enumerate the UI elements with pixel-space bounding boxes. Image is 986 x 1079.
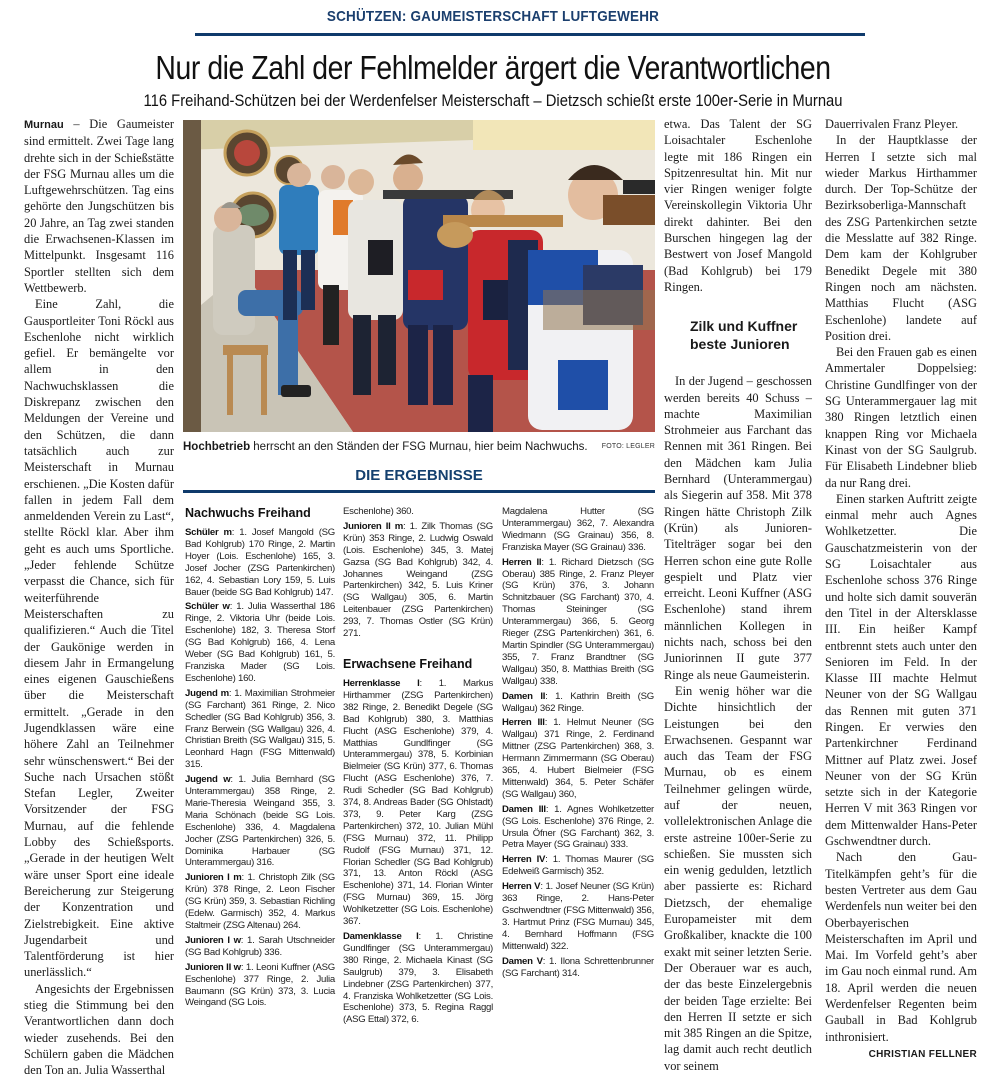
- article-paragraph: In der Hauptklasse der Herren I setzte sich mal wieder Markus Hirthammer durch. Der Top-Schütze der Bezirksoberliga-Mannschaft des ZSG Partenkirchen setzte die Messlatte auf 382 Ringe. Dem kam der Kohlgruber Benedikt Degele mit 380 Ringen noch am nächsten. Matthias Flucht (ASG Eschenlohe) landete auf Position drei.: [825, 133, 977, 343]
- results-column-3: [502, 506, 654, 982]
- result-entry: Schüler m: 1. Josef Mangold (SG Bad Kohlgrub) 170 Ringe, 2. Martin Hoyer (Lois. Eschenlohe) 165, 3. Josef Jocher (ZSG Partenkirchen) 162, 4. Sebastian Lory 159, 5. Luis Bauer (beide SG Bad Kohlgrub) 147.: [185, 527, 336, 598]
- headline: Nur die Zahl der Fehlmelder ärgert die Verantwortlichen: [155, 49, 831, 86]
- article-paragraph: Murnau – Die Gaumeister sind ermittelt. Zwei Tage lang drehte sich in der Schießstätte der FSG Murnau alles um die Luftgewehrschützen. Tag eins gehörte den Jungschützen bis 20 Jahre, an Tag zwei standen die Erwachsenen-Klassen im Mittelpunkt. Insgesamt 116 Sportler stellten sich dem Wettbewerb.: [24, 117, 174, 295]
- result-entry-continued: Eschenlohe) 360.: [343, 506, 414, 517]
- result-entry: Herrenklasse I: 1. Markus Hirthammer (ZSG Partenkirchen) 382 Ringe, 2. Benedikt Degele (SG Bad Kohlgrub) 380, 3. Matthias Flucht (ASG Eschenlohe) 379, 4. Matthias Gundlfinger (SG Unterammergau) 378, 5. Korbinian Bielmeier (SG Krün) 377, 6. Thomas Flucht (ASG Eschenlohe) 376, 7. Rudi Schedler (SG Bad Kohlgrub) 374, 8. Andreas Bader (SG Ohlstadt) 373, 9. Peter Karg (ZSG Partenkirchen) 372, 10. Julian Mühl (FSG Murnau) 372, 11. Philipp Rudolf (FSG Murnau) 371, 12. Florian Schedler (SG Bad Kohlgrub) 371, 13. Anton Röckl (ASG Eschenlohe) 371, 14. Florian Winter (FSG Murnau) 369, 15. Jörg Wohlketzetter (SG Lois. Eschenlohe) 367.: [343, 677, 493, 928]
- result-entry: Junioren II m: 1. Zilk Thomas (SG Krün) 353 Ringe, 2. Ludwig Oswald (Lois. Eschenlohe) 345, 3. Matej Gazsa (SG Bad Kohlgrub) 342, 4. Johannes Weingand (ZSG Partenkirchen) 342, 5. Luis Kriner (SG Wallgau) 305, 6. Martin Leitenbauer (ZSG Partenkirchen) 293, 7. Thomas Ostler (SG Krün) 271.: [343, 520, 493, 640]
- subheadline: 116 Freihand-Schützen bei der Werdenfelser Meisterschaft – Dietzsch schießt erste 100er-Serie in Murnau: [143, 91, 843, 110]
- result-entry: Damenklasse I: 1. Christine Gundlfinger (SG Unterammergau) 380 Ringe, 2. Michaela Kinast (SG Saulgrub) 379, 3. Elisabeth Lindebner (ZSG Partenkirchen) 377, 4. Franziska Wohlketzetter (SG Lois. Eschenlohe) 373, 5. Regina Raggl (ASG Ettal) 372, 6.: [343, 931, 493, 1026]
- article-column-4: [664, 116, 812, 1074]
- result-entry: Jugend m: 1. Maximilian Strohmeier (SG Farchant) 361 Ringe, 2. Nico Schedler (SG Bad Kohlgrub) 356, 3. Franz Berwein (SG Wallgau) 326, 4. Christian Breith (SG Wallgau) 315, 5. Leonhard Hagn (FSG Mittenwald) 315.: [185, 687, 335, 771]
- article-paragraph: Dauerrivalen Franz Pleyer.: [825, 117, 959, 131]
- result-entry: Jugend w: 1. Julia Bernhard (SG Unterammergau) 358 Ringe, 2. Marie-Theresia Weingand 355, 3. Maria Schönach (beide SG Lois. Eschenlohe) 336, 4. Magdalena Jocher (ZSG Partenkirchen) 326, 5. Dominika Harbauer (SG Unterammergau) 316.: [185, 774, 335, 869]
- result-entry: Junioren I m: 1. Christoph Zilk (SG Krün) 378 Ringe, 2. Leon Fischer (SG Krün) 359, 3. Sebastian Richling (Edelw. Garmisch) 352, 4. Markus Staltmeir (ZSG Altenau) 264.: [185, 872, 335, 931]
- caption-text: herrscht an den Ständen der FSG Murnau, hier beim Nachwuchs.: [250, 441, 588, 453]
- result-entry-continued: Magdalena Hutter (SG Unterammergau) 362, 7. Alexandra Wiedmann (SG Grainau) 356, 8. Franziska Mayer (SG Grainau) 336.: [502, 506, 654, 553]
- author-byline: CHRISTIAN FELLNER: [868, 1048, 977, 1060]
- photo-caption: [183, 441, 655, 453]
- kicker-rule: [195, 33, 865, 36]
- article-column-5: [825, 116, 977, 1063]
- result-entry: Schüler w: 1. Julia Wasserthal 186 Ringe, 2. Viktoria Uhr (beide Lois. Eschenlohe) 182, 3. Theresa Storf (SG Bad Kohlgrub) 166, 4. Lena Weber (SG Bad Kohlgrub) 161, 5. Franziska Mader (SG Lois. Eschenlohe) 160.: [185, 601, 335, 684]
- article-subheading: Zilk und Kuffner beste Junioren: [690, 318, 798, 353]
- result-entry: Damen III: 1. Agnes Wohlketzetter (SG Lois. Eschenlohe) 376 Ringe, 2. Ursula Öfner (SG Farchant) 362, 3. Petra Mayer (SG Grainau) 333.: [502, 803, 655, 851]
- result-entry: Junioren I w: 1. Sarah Utschneider (SG Bad Kohlgrub) 336.: [185, 934, 335, 958]
- result-entry: Junioren II w: 1. Leoni Kuffner (ASG Eschenlohe) 377 Ringe, 2. Julia Baumann (SG Krün) 373, 3. Lucia Weingand (SG Lois.: [185, 961, 336, 1009]
- article-paragraph: Bei den Frauen gab es einen Ammertaler Doppelsieg: Christine Gundlfinger von der SG Unterammergauer lag mit 380 Ringen letztlich einen knappen Ring vor Michaela Kinast von der SG Saulgrub. Für Elisabeth Lindebner blieb da nur Rang drei.: [825, 345, 977, 490]
- result-entry: Herren III: 1. Helmut Neuner (SG Wallgau) 371 Ringe, 2. Ferdinand Mittner (ZSG Partenkirchen) 368, 3. Hermann Zimmermann (SG Oberau) 365, 4. Hubert Bielmeier (FSG Mittenwald) 364, 5. Peter Schäfer (SG Wallgau) 360,: [502, 717, 654, 800]
- results-column-1: [185, 506, 335, 1012]
- result-entry: Damen II: 1. Kathrin Breith (SG Wallgau) 362 Ringe.: [502, 690, 654, 714]
- results-section-heading: Nachwuchs Freihand: [185, 506, 311, 520]
- result-entry: Herren V: 1. Josef Neuner (SG Krün) 363 Ringe, 2. Hans-Peter Gschwendtner (FSG Mittenwald) 356, 3. Hartmut Prinz (FSG Murnau) 345, 4. Bernhard Hoffmann (FSG Mittenwald) 322.: [502, 881, 655, 952]
- article-paragraph: Ein wenig höher war die Dichte hinsichtlich der Leistungen bei den Erwachsenen. Gespannt war auch das Team der FSG Murnau, ob es einem Teilnehmer gelingen würde, auf der neuen, vollelektronischen Anlage die erste astreine 100er-Serie zu schießen. Sie mussten sich ein wenig gedulden, letztlich aber passierte es: Richard Dietzsch, der ehemalige Europameister mit dem Großkaliber, knackte die 100 exakt mit seiner letzten Serie. Der Oberauer war es auch, der das beste Einzelergebnis der beiden Tage erzielte: Bei den Herren II setzte er sich mit 385 Ringen an die Spitze, lag damit auch recht deutlich vor seinem: [664, 683, 812, 1073]
- results-section-heading: Erwachsene Freihand: [343, 656, 473, 671]
- result-entry: Herren II: 1. Richard Dietzsch (SG Oberau) 385 Ringe, 2. Franz Pleyer (SG Krün) 376, 3. Johann Schnitzbauer (SG Farchant) 370, 4. Thomas Steininger (SG Unterammergau) 366, 5. Georg Rieger (ZSG Partenkirchen) 361, 6. Martin Spindler (SG Unterammergau) 355, 7. Franz Brandtner (SG Wallgau) 350, 8. Matthias Breith (SG Wallgau) 338.: [502, 556, 654, 687]
- article-paragraph: Eine Zahl, die Gausportleiter Toni Röckl aus Eschenlohe nicht wirklich gefiel. Er bemängelte vor allem in den Nachwuchsklassen die Diskrepanz zwischen den Meldungen der Vereine und den Schützen, die dann tatsächlich auch zur Meisterschaft in Murnau erschienen. „Die Kosten dafür fallen in jedem Fall dem anmeldenden Verein zu Last“, stellte Röckl klar. Aber ihm geht es auch ums Sportliche. „Jeder fehlende Schütze verpasst die Chance, sich für weiterführende Meisterschaften zu qualifizieren.“ Auch die Titel der Gaukönige werden in diesem Jahr in Ermangelung eines eigenen Gauschießens über die Meisterschaft ermittelt. „Gerade in den Jugendklassen wäre eine höhere Zahl an Teilnehmer sehr wünschenswert.“ Bei der Suche nach Ursachen stößt Stefan Legler, Zweiter Vorsitzender der FSG Murnau, auf die fehlende Lobby des Schießsports. „Gerade in der heutigen Welt wäre unser Sport eine ideale Bereicherung zur Steigerung der Konzentration und Zielstrebigkeit. Eine aktive Jugendarbeit und Talentförderung ist hier unerlässlich.“: [24, 297, 175, 980]
- caption-lead: Hochbetrieb: [183, 441, 251, 453]
- article-paragraph: In der Jugend – geschossen werden bereits 40 Schuss – machte Maximilian Strohmeier aus Farchant das Rennen mit 361 Ringen. Bei den Mädchen kam Julia Bernhard (Unterammergau) als Siegerin auf 358. Mit 378 Ringen hätte Christoph Zilk (Krün) als Junioren-Titelträger sogar bei den Herren schon eine gute Rolle gespielt und Platz vier erreicht. Leoni Kuffner (ASG Eschenlohe) stand ihrem männlichen Kollegen in nichts nach, schoss bei den Juniorinnen II gute 377 Ringe als neue Gaumeisterin.: [664, 374, 812, 682]
- photo-credit: FOTO: LEGLER: [601, 443, 655, 450]
- dateline: Murnau: [24, 119, 64, 131]
- result-entry: Damen V: 1. Ilona Schrettenbrunner (SG Farchant) 314.: [502, 955, 654, 979]
- article-paragraph: Nach den Gau-Titelkämpfen geht’s für die besten Vertreter aus dem Gau Werdenfels nun weiter bei den Oberbayerischen Meisterschaften im April und Mai. Im Vorfeld geht’s aber im Gau noch einmal rund. Am 18. April werden die neuen Werdenfelser Regenten beim Gauball in Bad Kohlgrub inthronisiert.: [825, 850, 977, 1044]
- article-column-1: [24, 116, 174, 1079]
- article-paragraph: etwa. Das Talent der SG Loisachtaler Eschenlohe legte mit 186 Ringen ein Spitzenresultat hin. Mit nur vier Ringen weniger folgte Vereinskollegin Viktoria Uhr direkt dahinter. Bei den Burschen hingegen lag der Bestwert von Josef Mangold (Bad Kohlgrub) bei 179 Ringen.: [664, 117, 812, 294]
- article-paragraph: Angesichts der Ergebnissen stieg die Stimmung bei den Verantwortlichen dann doch wieder zusehends. Bei den Schülern gaben die Mädchen den Ton an. Julia Wasserthal: [24, 981, 174, 1078]
- results-title: DIE ERGEBNISSE: [355, 467, 483, 484]
- shooting-range-photo: [183, 120, 655, 432]
- results-rule: [183, 490, 655, 493]
- article-paragraph: Einen starken Auftritt zeigte einmal mehr auch Agnes Wohlketzetter. Die Gauschatzmeisterin von der SG Loisachtaler aus Eschenlohe schoss 376 Ringe und holte sich damit souverän den Titel in der Altersklasse III. Ein heißer Kampf entbrennt stets auch unter den Senioren im Feld. In der Klasse III machte Helmut Neuner von der SG Wallgau das Rennen mit guten 371 Ringen. Er verwies den Partenkirchner Ferdinand Mittner auf Platz zwei. Josef Neuner von der SG Krün setzte sich in der Kategorie Herren V mit 363 Ringen vor dem Mittenwalder Hans-Peter Gschwendtner durch.: [825, 491, 977, 849]
- result-entry: Herren IV: 1. Thomas Maurer (SG Edelweiß Garmisch) 352.: [502, 854, 654, 878]
- kicker: SCHÜTZEN: GAUMEISTERSCHAFT LUFTGEWEHR: [326, 8, 660, 25]
- article-photo: [183, 120, 655, 432]
- results-column-2: [343, 506, 493, 1029]
